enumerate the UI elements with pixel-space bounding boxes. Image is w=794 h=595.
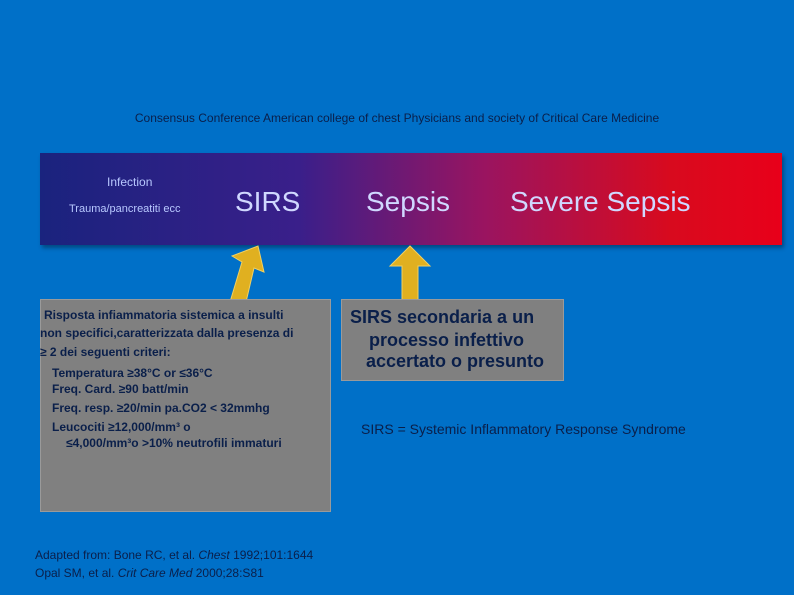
sirs-description-line-1: Risposta infiammatoria sistemica a insulti	[44, 308, 284, 322]
sirs-definition: SIRS = Systemic Inflammatory Response Syndrome	[361, 421, 686, 437]
sepsis-arrow	[388, 244, 434, 302]
criterion-respiratory-rate: Freq. resp. ≥20/min pa.CO2 < 32mmhg	[52, 401, 270, 415]
source-citation-1: Adapted from: Bone RC, et al. Chest 1992;101:1644	[35, 548, 314, 562]
stage-sirs: SIRS	[235, 186, 301, 217]
criterion-heart-rate: Freq. Card. ≥90 batt/min	[52, 382, 189, 396]
stage-sepsis: Sepsis	[366, 186, 451, 217]
sirs-description-line-3: ≥ 2 dei seguenti criteri:	[40, 345, 171, 359]
sirs-description-line-2: non specifici,caratterizzata dalla presenza di	[40, 326, 294, 340]
sepsis-line-3: accertato o presunto	[366, 351, 545, 371]
trauma-label: Trauma/pancreatiti ecc	[69, 203, 181, 215]
criterion-leukocytes: Leucociti ≥12,000/mm³ o	[52, 420, 191, 434]
criterion-leukocytes-low: ≤4,000/mm³o >10% neutrofili immaturi	[66, 436, 282, 450]
infection-label: Infection	[107, 175, 153, 189]
slide-title: Consensus Conference American college of chest Physicians and society of Critical Care Medicine	[134, 111, 660, 125]
criterion-temperature: Temperatura ≥38°C or ≤36°C	[52, 366, 213, 380]
sepsis-line-1: SIRS secondaria a un	[350, 307, 535, 327]
source-citation-2: Opal SM, et al. Crit Care Med 2000;28:S81	[35, 566, 264, 580]
sirs-arrow	[210, 244, 270, 302]
sepsis-line-2: processo infettivo	[369, 330, 525, 350]
stage-severe-sepsis: Severe Sepsis	[510, 186, 691, 217]
